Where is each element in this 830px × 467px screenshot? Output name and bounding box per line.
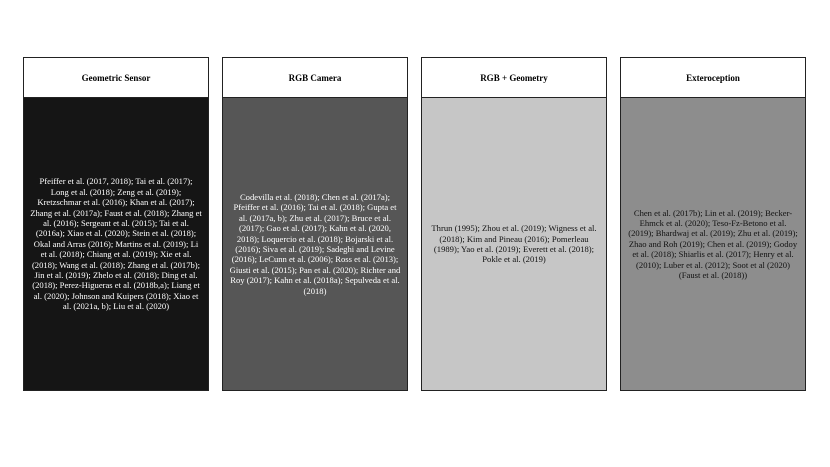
column-title: RGB Camera bbox=[288, 72, 342, 83]
column-header bbox=[24, 58, 208, 98]
column-rgb-camera bbox=[222, 57, 408, 391]
column-header bbox=[422, 58, 606, 98]
column-body bbox=[24, 98, 208, 390]
column-header bbox=[621, 58, 805, 98]
reference-list: Thrun (1995); Zhou et al. (2019); Wigness et al. (2018); Kim and Pineau (2016); Pomerleau (1989); Yao et al. (2019); Everett et al. (2018); Pokle et al. (2019) bbox=[431, 223, 597, 265]
column-rgb-geometry bbox=[421, 57, 607, 391]
column-body bbox=[621, 98, 805, 390]
column-title: RGB + Geometry bbox=[480, 72, 548, 83]
column-exteroception bbox=[620, 57, 806, 391]
column-body bbox=[422, 98, 606, 390]
reference-list: Chen et al. (2017b); Lin et al. (2019); Becker-Ehmck et al. (2020); Teso-Fz-Betono et al. (2019); Bhardwaj et al. (2019); Zhu et al. (2019); Zhao and Roh (2019); Chen et al. (2019); Godoy et al. (2018); Shiarlis et al. (2017); Henry et al. (2010); Luber et al. (2012); Soot et al (2020) (Faust et al. (2018)) bbox=[628, 207, 798, 281]
column-body bbox=[223, 98, 407, 390]
reference-list: Pfeiffer et al. (2017, 2018); Tai et al. (2017); Long et al. (2018); Zeng et al. (2019); Kretzschmar et al. (2016); Khan et al. (2017); Zhang et al. (2017a); Faust et al. (2018); Zhang et al. (2016); Sergeant et al. (2015); Tai et al. (2016a); Xiao et al. (2020); Stein et al. (2018); Okal and Arras (2016); Martins et al. (2019); Li et al. (2018); Chiang et al. (2019); Xie et al. (2018); Wang et al. (2018); Zhang et al. (2017b); Jin et al. (2019); Zhelo et al. (2018); Ding et al. (2018); Perez-Higueras et al. (2018b,a); Liang et al. (2020); Johnson and Kuipers (2018); Xiao et al. (2021a, b); Liu et al. (2020) bbox=[30, 176, 202, 312]
column-title: Exteroception bbox=[686, 72, 740, 83]
reference-list: Codevilla et al. (2018); Chen et al. (2017a); Pfeiffer et al. (2016); Tai et al. (2018); Gupta et al. (2017a, b); Zhu et al. (2017); Bruce et al. (2017); Gao et al. (2017); Kahn et al. (2020, 2018); Loquercio et al. (2018); Bojarski et al. (2016); Siva et al. (2019); Sadeghi and Levine (2016); LeCunn et al. (2006); Ross et al. (2013); Giusti et al. (2015); Pan et al. (2020); Richter and Roy (2017); Kahn et al. (2018a); Sepulveda et al. (2018) bbox=[229, 191, 401, 296]
column-header bbox=[223, 58, 407, 98]
column-title: Geometric Sensor bbox=[81, 72, 151, 83]
column-geometric-sensor bbox=[23, 57, 209, 391]
